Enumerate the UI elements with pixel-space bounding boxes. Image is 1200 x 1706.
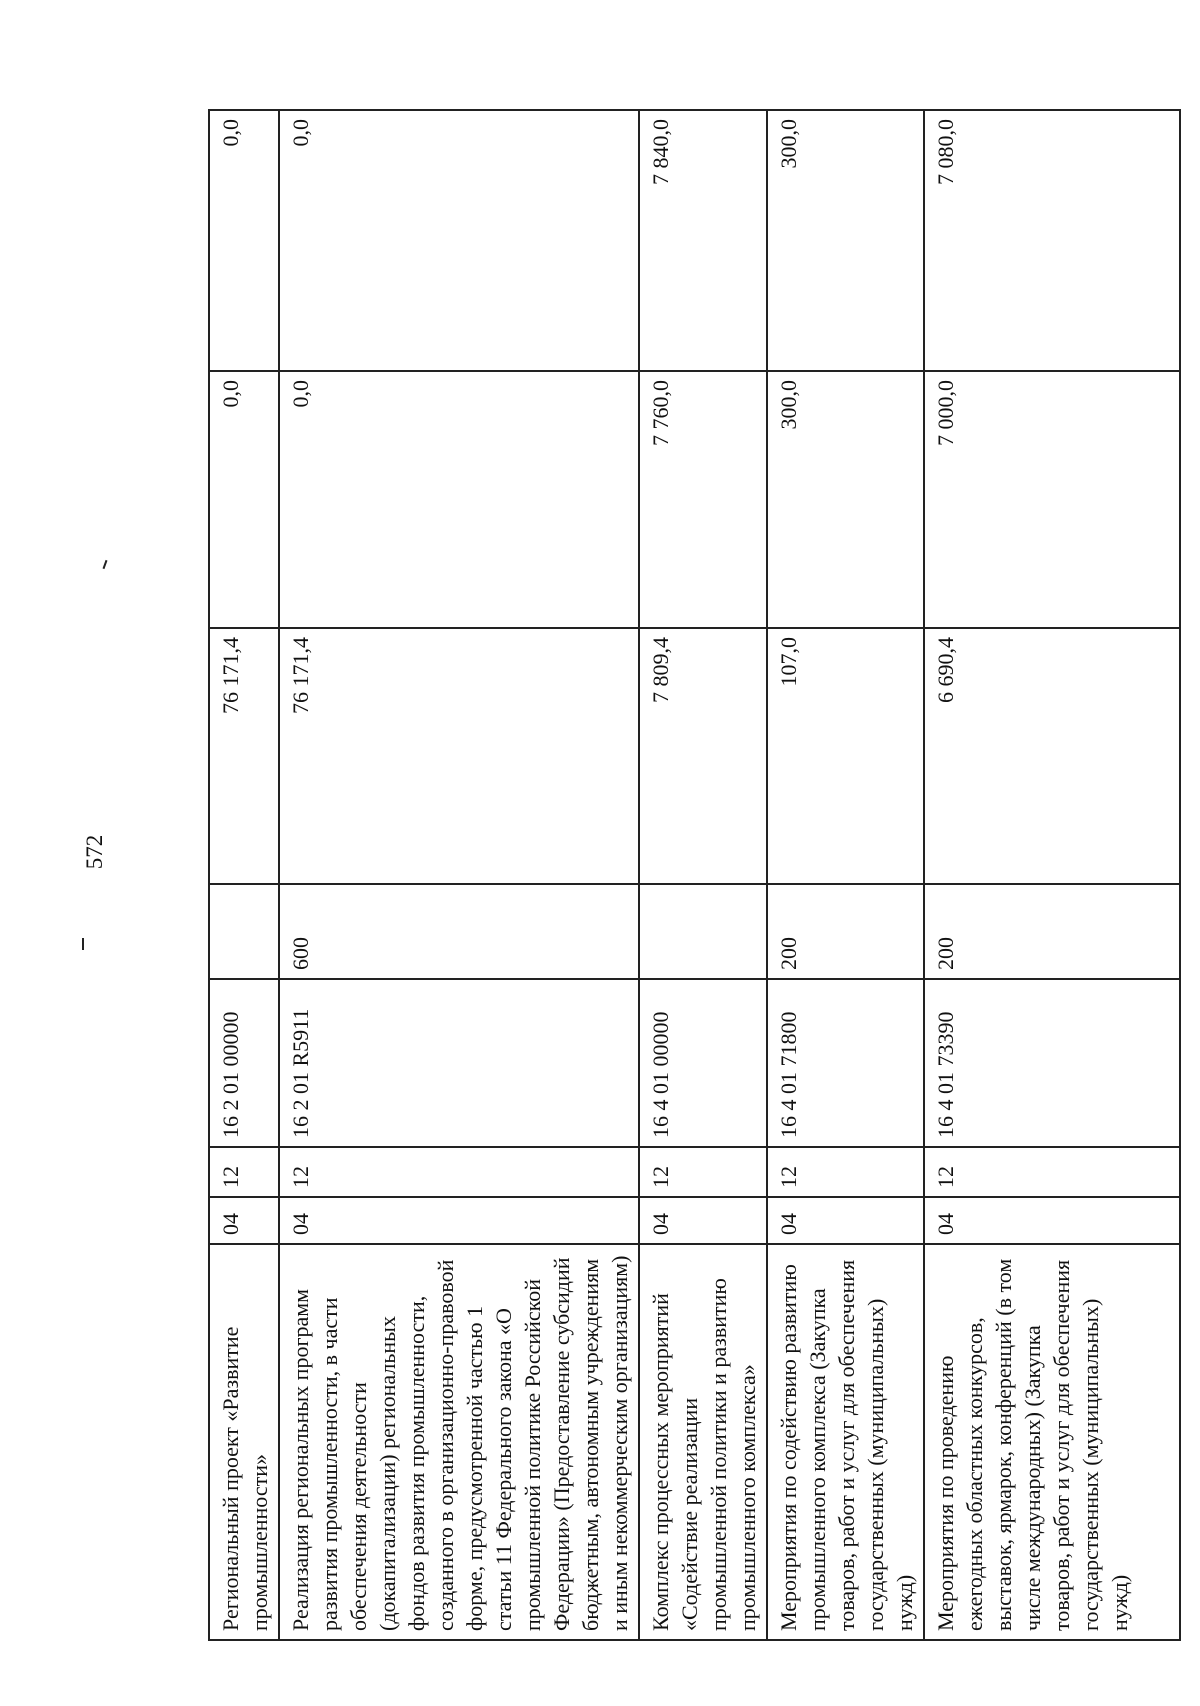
amount-year-3: 300,0	[767, 110, 924, 371]
scan-speck	[103, 560, 108, 569]
subsection-code: 12	[209, 1147, 279, 1197]
amount-year-1: 6 690,4	[924, 628, 1180, 884]
row-name: Мероприятия по содействию развитию промышленного комплекса (Закупка товаров, работ и услуг для обеспечения государственных (муниципальных) нужд)	[767, 1244, 924, 1640]
amount-year-1: 76 171,4	[279, 628, 639, 884]
amount-year-2: 7 760,0	[639, 371, 767, 628]
table-row	[209, 110, 279, 1640]
section-code: 04	[767, 1197, 924, 1244]
amount-year-1: 7 809,4	[639, 628, 767, 884]
budget-table	[208, 109, 1181, 1641]
target-article-code: 16 4 01 73390	[924, 979, 1180, 1147]
amount-year-3: 0,0	[209, 110, 279, 371]
amount-year-1: 76 171,4	[209, 628, 279, 884]
scan-speck	[82, 938, 84, 950]
target-article-code: 16 4 01 00000	[639, 979, 767, 1147]
subsection-code: 12	[279, 1147, 639, 1197]
table-row	[924, 110, 1180, 1640]
subsection-code: 12	[639, 1147, 767, 1197]
target-article-code: 16 4 01 71800	[767, 979, 924, 1147]
subsection-code: 12	[767, 1147, 924, 1197]
expense-type-code: 200	[924, 884, 1180, 979]
page-number: 572	[82, 834, 107, 870]
target-article-code: 16 2 01 R5911	[279, 979, 639, 1147]
amount-year-3: 7 080,0	[924, 110, 1180, 371]
expense-type-code: 600	[279, 884, 639, 979]
section-code: 04	[209, 1197, 279, 1244]
row-name: Региональный проект «Развитие промышленности»	[209, 1244, 279, 1640]
table-row	[767, 110, 924, 1640]
amount-year-2: 0,0	[279, 371, 639, 628]
section-code: 04	[279, 1197, 639, 1244]
amount-year-3: 0,0	[279, 110, 639, 371]
row-name: Комплекс процессных мероприятий «Содействие реализации промышленной политики и развитию промышленного комплекса»	[639, 1244, 767, 1640]
row-name: Реализация региональных программ развития промышленности, в части обеспечения деятельности (докапитализации) региональных фондов развития промышленности, созданного в организационно-правовой форме, предусмотренной частью 1 статьи 11 Федерального закона «О промышленной политике Российской Федерации» (Предоставление субсидий бюджетным, автономным учреждениям и иным некоммерческим организациям)	[279, 1244, 639, 1640]
table-row	[279, 110, 639, 1640]
subsection-code: 12	[924, 1147, 1180, 1197]
amount-year-1: 107,0	[767, 628, 924, 884]
row-name: Мероприятия по проведению ежегодных областных конкурсов, выставок, ярмарок, конференций (в том числе международных) (Закупка товаров, работ и услуг для обеспечения государственных (муниципальных) нужд)	[924, 1244, 1180, 1640]
amount-year-2: 300,0	[767, 371, 924, 628]
table-row	[639, 110, 767, 1640]
amount-year-2: 0,0	[209, 371, 279, 628]
amount-year-3: 7 840,0	[639, 110, 767, 371]
target-article-code: 16 2 01 00000	[209, 979, 279, 1147]
expense-type-code	[639, 884, 767, 979]
section-code: 04	[639, 1197, 767, 1244]
expense-type-code	[209, 884, 279, 979]
section-code: 04	[924, 1197, 1180, 1244]
expense-type-code: 200	[767, 884, 924, 979]
budget-table-container	[208, 111, 1132, 1641]
amount-year-2: 7 000,0	[924, 371, 1180, 628]
